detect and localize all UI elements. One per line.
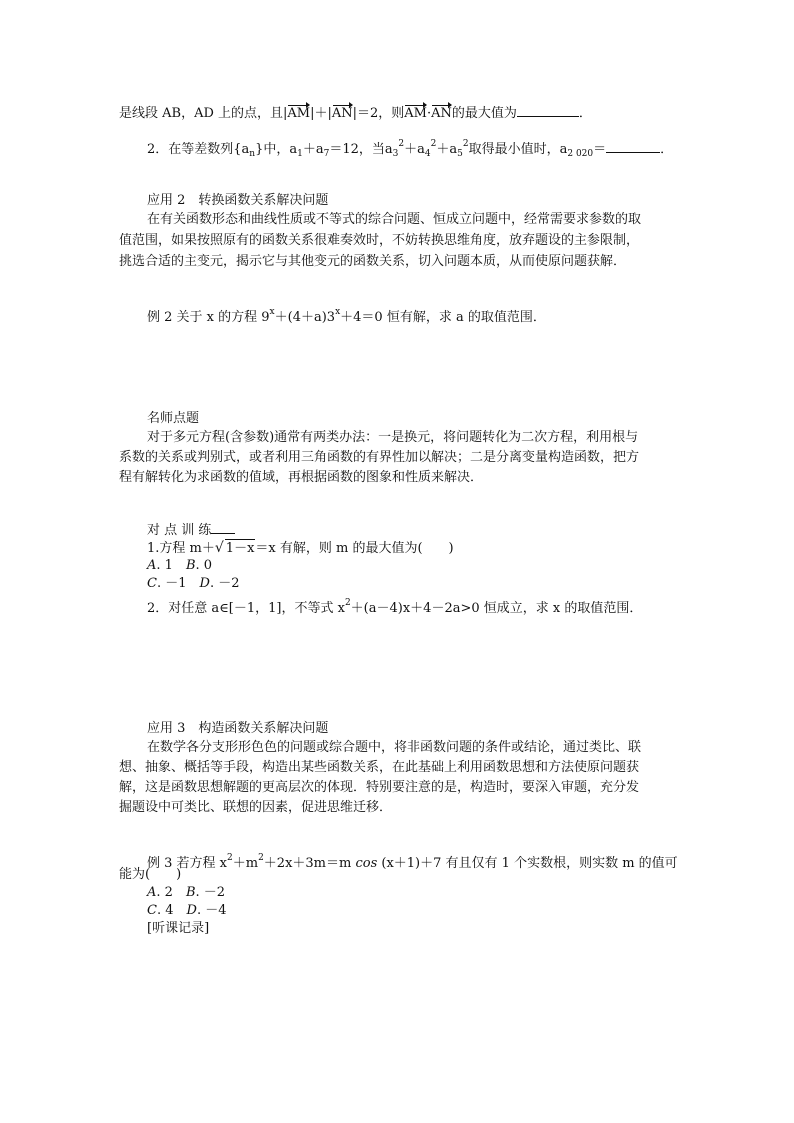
subscript: 5 (457, 149, 463, 159)
tip-heading: 名师点题 (147, 411, 200, 426)
paragraph-line: 对于多元方程(含参数)通常有两类办法：一是换元，将问题转化为二次方程，利用根与 (147, 430, 639, 445)
ex1-line (119, 104, 592, 123)
superscript: 2 (430, 139, 437, 149)
cos-function: cos (355, 856, 378, 871)
text: 是线段 AB，AD 上的点，且| (119, 106, 288, 121)
radicand: 1－x (225, 541, 255, 556)
subscript: 2 020 (567, 149, 594, 159)
example-3-options-cd (147, 902, 226, 920)
ex2-line (147, 135, 673, 163)
paragraph-line: 挑选合适的主变元，揭示它与其他变元的函数关系，切入问题本质，从而使原问题获解． (119, 254, 627, 269)
section-heading: 应用 3 构造函数关系解决问题 (147, 721, 329, 736)
text: }中，a (255, 142, 298, 157)
superscript: x (335, 307, 341, 317)
example-2 (147, 303, 546, 327)
text: 取得最小值时，a (468, 142, 568, 157)
option-value: . －4 (196, 903, 227, 918)
heading-underline (211, 521, 235, 534)
paragraph-line: 想、抽象、概括等手段，构造出某些函数关系，在此基础上利用函数思想和方法使原问题获 (119, 760, 640, 775)
subscript: 1 (297, 149, 303, 159)
subscript: 7 (323, 149, 330, 159)
example-3 (147, 849, 678, 873)
example-3-options-ab (147, 884, 225, 902)
paragraph-line: 值范围，如果按照原有的函数关系很难奏效时，不妨转换思维角度，放弃题设的主参限制， (119, 233, 640, 248)
text: (x＋1)＋7 有且仅有 1 个实数根，则实数 m 的值可 (377, 856, 678, 871)
text: |＋| (310, 106, 332, 121)
vector-an: AN (431, 106, 452, 121)
answer-blank[interactable] (517, 104, 579, 117)
subscript: 3 (392, 149, 399, 159)
paragraph-line: 在有关函数形态和曲线性质或不等式的综合问题、恒成立问题中，经常需要求参数的取 (147, 212, 642, 227)
text: 的最大值为 (451, 106, 517, 121)
text: ＋a (302, 142, 324, 157)
text: 例 2 关于 x 的方程 9 (147, 310, 270, 325)
option-letter: B (185, 885, 196, 900)
option-value: . 2 (156, 885, 186, 900)
text: ． (660, 142, 674, 157)
subscript: 4 (424, 149, 431, 159)
superscript: 2 (344, 598, 351, 608)
text: · (427, 106, 432, 121)
option-value: . 0 (195, 558, 213, 573)
text: 1.方程 m＋ (147, 541, 215, 556)
paragraph-line: 在数学各分支形形色色的问题或综合题中，将非函数问题的条件或结论，通过类比、联 (147, 740, 642, 755)
option-letter: A (147, 558, 157, 573)
paragraph-line: 解，这是函数思想解题的更高层次的体现．特别要注意的是，构造时，要深入审题，充分发 (119, 780, 640, 795)
text: 2．对任意 a∈[－1，1]，不等式 x (147, 601, 345, 616)
option-value: . 1 (156, 558, 186, 573)
subscript: n (249, 149, 256, 159)
option-value: . －2 (195, 885, 226, 900)
paragraph-line: 掘题设中可类比、联想的因素，促进思维迁移． (119, 800, 393, 815)
option-value: . －1 (156, 576, 200, 591)
text: ． (578, 106, 592, 121)
lecture-record-label: [听课记录] (147, 921, 210, 936)
text: ＋m (232, 856, 259, 871)
text: 对 点 训 练 (147, 523, 212, 538)
vector-an: AN (331, 106, 353, 121)
paragraph-line: 系数的关系或判别式，或者利用三角函数的有界性加以解决；二是分离变量构造函数，把方 (119, 450, 640, 465)
option-letter: D (186, 903, 197, 918)
vector-am: AM (404, 106, 427, 121)
text: ＝ (593, 142, 607, 157)
text: ＋(a－4)x＋4－2a>0 恒成立，求 x 的取值范围． (350, 601, 643, 616)
text: ＋a (404, 142, 425, 157)
text: ＝x 有解，则 m 的最大值为( ) (255, 541, 454, 556)
vector-am: AM (287, 106, 311, 121)
superscript: 2 (258, 853, 264, 863)
answer-blank[interactable] (606, 140, 660, 153)
practice-q1-options-cd (147, 575, 239, 593)
practice-q1-options-ab (147, 557, 212, 575)
practice-q1 (147, 539, 454, 558)
text: ＝12，当a (329, 142, 393, 157)
superscript: 2 (398, 139, 405, 149)
option-letter: A (147, 885, 157, 900)
practice-heading (147, 521, 235, 540)
text: ＋4＝0 恒有解，求 a 的取值范围． (340, 310, 546, 325)
option-value: . －2 (209, 576, 240, 591)
radical-sign: √ (214, 540, 224, 556)
superscript: 2 (227, 853, 233, 863)
text: ＋a (436, 142, 458, 157)
text: ＋(4＋a)3 (274, 310, 336, 325)
text: 2．在等差数列{a (147, 142, 250, 157)
option-value: . 4 (156, 903, 187, 918)
example-3-line2: 能为( ) (119, 867, 182, 882)
option-letter: D (199, 576, 210, 591)
text: ＋2x＋3m＝m (263, 856, 356, 871)
option-letter: C (147, 576, 157, 591)
practice-q2 (147, 594, 642, 618)
option-letter: C (147, 903, 157, 918)
text: 例 3 若方程 x (147, 856, 227, 871)
paragraph-line: 程有解转化为求函数的值域，再根据函数的图象和性质来解决． (119, 470, 484, 485)
superscript: 2 (462, 139, 469, 149)
text: |＝2，则 (352, 106, 405, 121)
superscript: x (269, 307, 275, 317)
section-heading: 应用 2 转换函数关系解决问题 (147, 193, 329, 208)
option-letter: B (185, 558, 196, 573)
